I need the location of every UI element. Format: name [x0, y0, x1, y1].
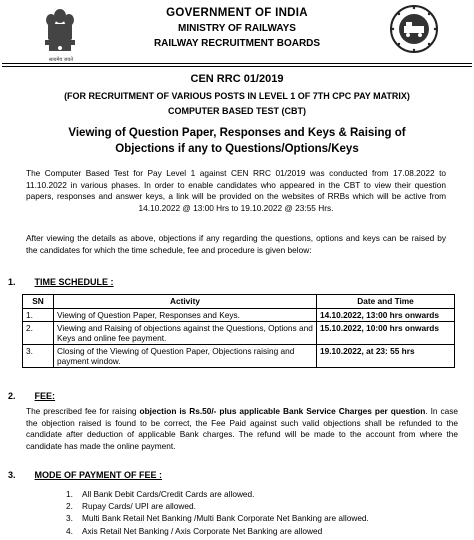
row-activity: Viewing and Raising of objections against the Questions, Options and Keys and online fee payment. [54, 322, 317, 345]
section-fee-heading [8, 391, 55, 401]
table-header-row [23, 295, 455, 309]
table-row [23, 309, 455, 322]
table-row [23, 345, 455, 368]
payment-mode-list [66, 488, 369, 537]
header-boards: RAILWAY RECRUITMENT BOARDS [153, 38, 321, 49]
header-ministry: MINISTRY OF RAILWAYS [178, 23, 296, 34]
list-item [66, 488, 369, 500]
table-row [23, 322, 455, 345]
list-item [66, 512, 369, 524]
row-activity: Closing of the Viewing of Question Paper, Objections raising and payment window. [54, 345, 317, 368]
list-item [66, 500, 369, 512]
list-item [66, 525, 369, 537]
section-label: FEE: [34, 391, 56, 401]
header-government: GOVERNMENT OF INDIA [166, 7, 308, 19]
list-item-text: Multi Bank Retail Net Banking /Multi Bank Corporate Net Banking are allowed. [82, 513, 369, 524]
section-number: 1. [8, 277, 16, 287]
section-payment-mode-heading [8, 470, 162, 480]
fee-amount-text: objection is Rs.50/- plus applicable Bank Service Charges per question [139, 406, 426, 416]
fee-paragraph [26, 406, 458, 452]
fee-text-details: . In case the objection raised is found to be correct, the Fee Paid against such valid objections shall be refunded to the candidate after deduction of applicable Bank charges. The refund will be made to the account from where the candidate has made the online payment. [26, 406, 459, 451]
list-item-text: All Bank Debit Cards/Credit Cards are allowed. [82, 489, 255, 499]
list-item-text: Axis Retail Net Banking / Axis Corporate Net Banking are allowed [82, 525, 323, 536]
list-item-number: 2. [66, 501, 73, 512]
intro-paragraph: The Computer Based Test for Pay Level 1 against CEN RRC 01/2019 was conducted from 17.08.2022 to 11.10.2022 in various phases. In order to enable candidates who appeared in the CBT to view their question papers, responses and answer keys, a link will be provided on the websites of RRBs which will be active from 14.10.2022 @ 13:00 Hrs to 19.10.2022 @ 23:55 Hrs. [26, 168, 446, 213]
notice-subtitle-recruitment: (FOR RECRUITMENT OF VARIOUS POSTS IN LEVEL 1 OF 7TH CPC PAY MATRIX) [64, 91, 410, 101]
row-activity: Viewing of Question Paper, Responses and Keys. [54, 309, 317, 322]
time-schedule-table [22, 294, 455, 368]
row-sn: 1. [23, 309, 54, 322]
list-item-number: 3. [66, 513, 73, 524]
notice-subtitle-cbt: COMPUTER BASED TEST (CBT) [168, 106, 306, 116]
header-rule-top [2, 63, 472, 64]
list-item-number: 1. [66, 489, 73, 499]
row-datetime: 19.10.2022, at 23: 55 hrs [317, 345, 455, 368]
section-label: MODE OF PAYMENT OF FEE : [34, 470, 163, 480]
objection-paragraph: After viewing the details as above, objections if any regarding the questions, options and keys can be raised by the candidates for which the time schedule, fee and procedure is given below: [26, 233, 446, 255]
header-rule-bottom [2, 66, 472, 67]
list-item-number: 4. [66, 525, 73, 536]
list-item-text: Rupay Cards/ UPI are allowed. [82, 501, 196, 512]
row-datetime: 15.10.2022, 10:00 hrs onwards [317, 322, 455, 345]
row-sn: 2. [23, 322, 54, 345]
notice-title-line1: Viewing of Question Paper, Responses and Keys & Raising of [68, 127, 406, 139]
header-date-time: Date and Time [317, 295, 455, 309]
header-activity: Activity [54, 295, 317, 309]
section-number: 3. [8, 470, 16, 480]
section-time-schedule-heading [8, 277, 114, 287]
section-label: TIME SCHEDULE : [34, 277, 114, 287]
notice-title-line2: Objections if any to Questions/Options/Keys [115, 143, 359, 155]
row-datetime: 14.10.2022, 13:00 hrs onwards [317, 309, 455, 322]
section-number: 2. [8, 391, 16, 401]
row-sn: 3. [23, 345, 54, 368]
notice-number: CEN RRC 01/2019 [190, 73, 284, 85]
header-sn: SN [23, 295, 54, 309]
emblem-caption: सत्यमेव जयते [48, 57, 74, 63]
fee-text-intro: The prescribed fee for raising [26, 406, 140, 416]
